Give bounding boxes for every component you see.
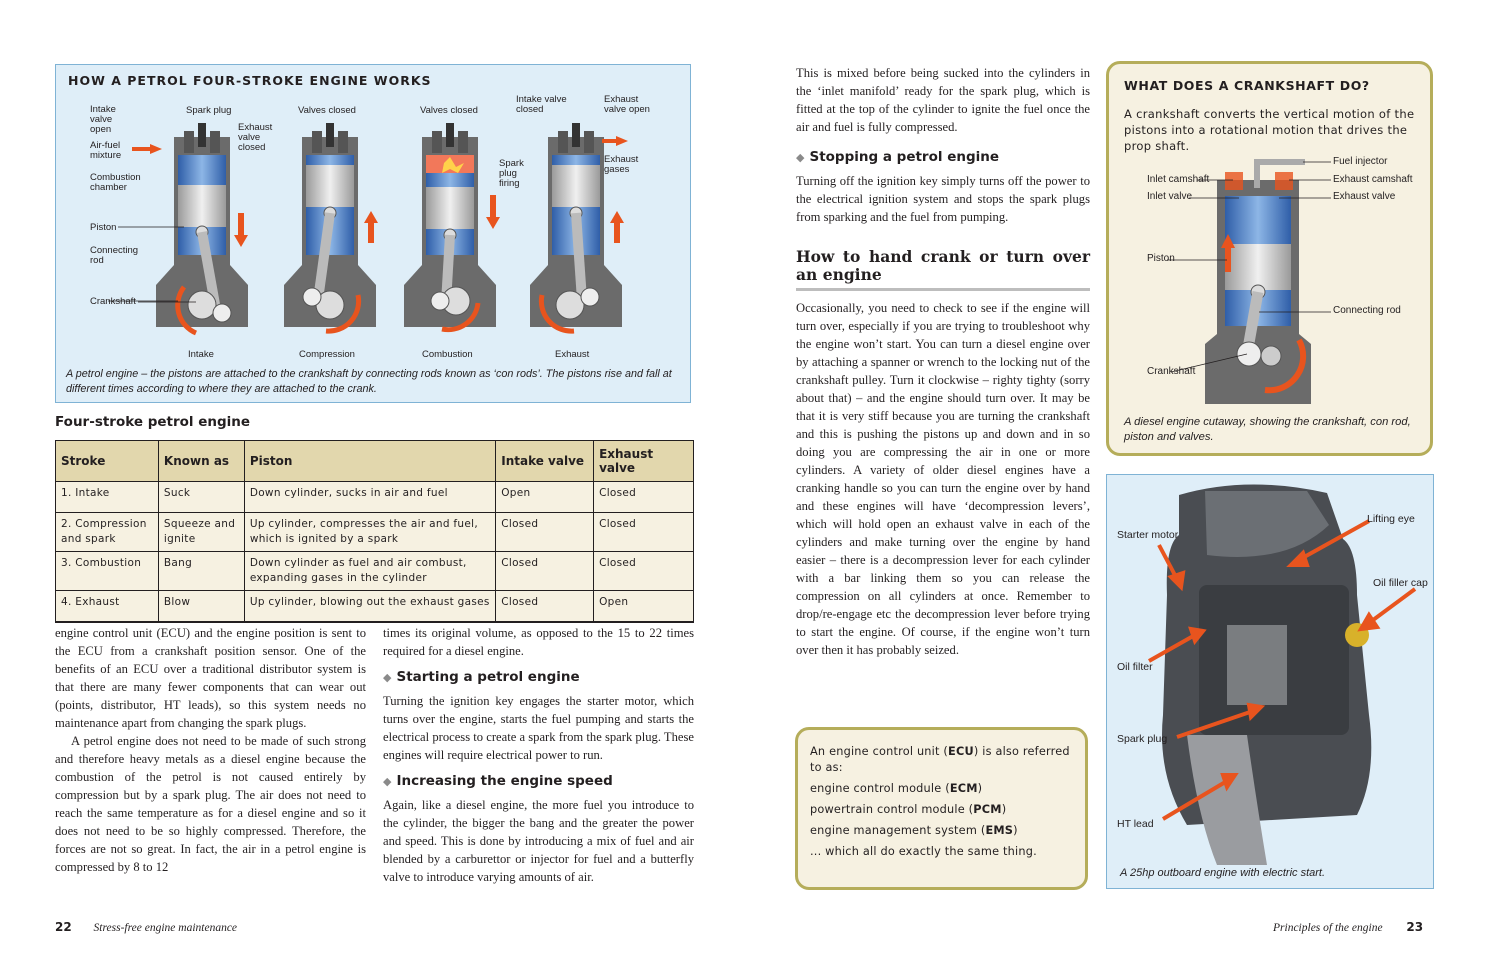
label-fuel-injector: Fuel injector [1333,156,1388,167]
label-spark-plug-firing: Spark plug firing [499,158,524,189]
label-connecting-rod: Connecting rod [90,245,139,266]
diamond-bullet-icon: ◆ [796,151,805,164]
table-cell: Down cylinder, sucks in air and fuel [244,482,495,513]
page-number: 22 [55,920,72,934]
ecu-line: engine management system (EMS) [810,824,1018,837]
running-title: Stress-free engine maintenance [93,922,238,934]
label-ht-lead: HT lead [1117,818,1154,830]
paragraph: This is mixed before being sucked into the cylinders in the ‘inlet manifold’ ready for the spark plug, which is fitted at the top of the cylinder to ignite the fuel once the air and fuel is fully compressed. [796,66,1090,134]
table-cell: Up cylinder, blowing out the exhaust gases [244,591,495,623]
table-row [56,552,694,591]
label-exhaust-valve: Exhaust valve [1333,191,1396,202]
table-header-intake-valve: Intake valve [496,441,594,482]
table-cell: Closed [496,591,594,623]
ecu-line: An engine control unit (ECU) is also referred [810,745,1070,758]
label-exhaust-valve-open: Exhaust valve open [604,94,650,115]
table-cell: Closed [496,513,594,552]
table-cell: Closed [594,552,694,591]
ecu-info-box [795,727,1088,890]
table-header-piston: Piston [244,441,495,482]
table-cell: 3. Combustion [56,552,159,591]
table-cell: Suck [158,482,244,513]
table-cell: 4. Exhaust [56,591,159,623]
crankshaft-box-title: WHAT DOES A CRANKSHAFT DO? [1124,78,1370,93]
table-row [56,513,694,552]
photo-caption: A 25hp outboard engine with electric start. [1120,867,1326,879]
table-header-exhaust-valve: Exhaust valve [594,441,694,482]
label-lifting-eye: Lifting eye [1367,513,1415,525]
paragraph: Turning the ignition key engages the starter motor, which turns over the engine, starts the fuel pumping and starts the electrical process to create a spark from the spark plug. These engines will require electrical power to run. [383,694,694,762]
table-cell: 2. Compression and spark [56,513,159,552]
table-header-known-as: Known as [158,441,244,482]
paragraph: A petrol engine does not need to be made of such strong and therefore heavy metals as a diesel engine because the combustion of the petrol is not caused entirely by compression but by a spark plug. The air does not need to reach the same temperature as for a diesel engine and so it does not need to be so highly compressed. Therefore, the forces are not so great. In fact, the air in a petrol engine is compressed by 8 to 12 [55,734,366,874]
paragraph: Turning off the ignition key simply turns off the power to the electrical ignition system and stops the spark plugs from sparking and the fuel from pumping. [796,174,1090,224]
paragraph: engine control unit (ECU) and the engine position is sent to the ECU from a crankshaft position sensor. One of the benefits of an ECU over a traditional distributor system is that there are many fewer components that can wear out (points, distributor, HT leads), so this system needs no maintenance apart from changing the spark plugs. [55,626,366,730]
label-piston: Piston [90,222,117,233]
paragraph: Occasionally, you need to check to see if the engine will turn over, especially if you are trying to troubleshoot why the engine won’t start. You can turn a diesel engine over by attaching a spanner or wrench to the locking nut of the crankshaft pulley. Turn it clockwise – righty tighty (sorry about that) – and the engine should turn over. It may be that it is very stiff because you are turning the crankshaft and this is pushing the pistons up and down and in so doing you are compressing the air in one or more cylinders. A variety of older diesel engines have a cranking handle so you can turn the engine over by hand and these engines will have ‘decompression levers’, which will hold open an exhaust valve in each of the cylinders and make turning over the engine by hand easier – there is a decompression lever for each cylinder with a bar linking them so you can release the compression on all cylinders at once. Remember to drop/re-engage etc the decompression lever before trying to start the engine. Of course, if the engine won’t turn over then it has probably seized. [796,301,1090,657]
diamond-bullet-icon: ◆ [383,671,392,684]
ecu-line: ... which all do exactly the same thing. [810,845,1037,858]
label-exhaust-gases: Exhaust gases [604,154,639,175]
label-inlet-valve: Inlet valve [1147,191,1193,202]
label-starter-motor: Starter motor [1117,529,1179,541]
left-column-2 [383,624,694,886]
label-crankshaft: Crankshaft [1147,366,1196,377]
ecu-line: powertrain control module (PCM) [810,803,1007,816]
table-row [56,591,694,623]
subheading-starting-petrol-engine: ◆ Starting a petrol engine [383,669,580,685]
subheading-increasing-engine-speed: ◆ Increasing the engine speed [383,773,613,789]
label-spark-plug: Spark plug [1117,733,1168,745]
label-intake-valve-open: Intake valve open [90,104,116,135]
stage-label-combustion: Combustion [422,349,473,360]
four-stroke-diagram-illustration [56,65,692,365]
engine-diagram-panel [55,64,691,403]
label-crankshaft: Crankshaft [90,296,136,307]
table-cell: Down cylinder as fuel and air combust, expanding gases in the cylinder [244,552,495,591]
diagram-caption: A petrol engine – the pistons are attached to the crankshaft by connecting rods known as ‘con rods’. The pistons rise and fall at different times according to where they are attached to the crank. [66,368,672,395]
stage-label-compression: Compression [299,349,355,360]
left-column-1 [55,624,366,876]
table-cell: Open [496,482,594,513]
table-cell: Closed [594,513,694,552]
label-inlet-camshaft: Inlet camshaft [1147,174,1210,185]
running-title: Principles of the engine [1273,922,1383,934]
label-exhaust-camshaft: Exhaust camshaft [1333,174,1413,185]
footer-left [55,920,237,934]
label-air-fuel-mixture: Air-fuel mixture [90,140,122,161]
right-column [796,64,1090,659]
crankshaft-box-caption: A diesel engine cutaway, showing the crankshaft, con rod, piston and valves. [1124,416,1411,443]
label-oil-filter: Oil filter [1117,661,1153,673]
table-title: Four-stroke petrol engine [55,414,251,430]
table-row [56,482,694,513]
subheading-stopping-petrol-engine: ◆ Stopping a petrol engine [796,149,1000,165]
table-cell: Bang [158,552,244,591]
crankshaft-box-text: A crankshaft converts the vertical motion of the pistons into a rotational motion that drives the prop shaft. [1124,107,1415,153]
paragraph: Again, like a diesel engine, the more fuel you introduce to the cylinder, the bigger the bang and the greater the power and speed. This is done by introducing a mix of fuel and air blended by a carburettor or injector for fuel and a butterfly valve to introduce varying amounts of air. [383,798,694,884]
diagram-title: HOW A PETROL FOUR-STROKE ENGINE WORKS [68,73,432,88]
paragraph: times its original volume, as opposed to the 15 to 22 times required for a diesel engine. [383,626,694,658]
table-cell: Closed [594,482,694,513]
label-valves-closed-combustion: Valves closed [420,105,478,116]
table-cell: Closed [496,552,594,591]
label-valves-closed-compression: Valves closed [298,105,356,116]
four-stroke-table [55,440,694,623]
ecu-line: to as: [810,761,843,774]
label-oil-filler-cap: Oil filler cap [1373,577,1428,589]
table-cell: Squeeze and ignite [158,513,244,552]
table-header-row [56,441,694,482]
section-heading-hand-crank: How to hand crank or turn over an engine [796,248,1090,291]
ecu-line: engine control module (ECM) [810,782,983,795]
outboard-engine-photo-panel [1106,474,1434,889]
crankshaft-info-box [1106,61,1433,456]
footer-right [1273,920,1423,934]
label-combustion-chamber: Combustion chamber [90,172,141,193]
table-cell: 1. Intake [56,482,159,513]
label-spark-plug: Spark plug [186,105,232,116]
diamond-bullet-icon: ◆ [383,775,392,788]
stage-label-exhaust: Exhaust [555,349,590,360]
table-cell: Blow [158,591,244,623]
stage-label-intake: Intake [188,349,214,360]
label-connecting-rod: Connecting rod [1333,305,1401,316]
table-cell: Up cylinder, compresses the air and fuel, which is ignited by a spark [244,513,495,552]
label-intake-valve-closed: Intake valve closed [516,94,567,115]
table-cell: Open [594,591,694,623]
label-exhaust-valve-closed: Exhaust valve closed [238,122,273,153]
page-number: 23 [1406,920,1424,934]
label-piston: Piston [1147,253,1175,264]
table-header-stroke: Stroke [56,441,159,482]
